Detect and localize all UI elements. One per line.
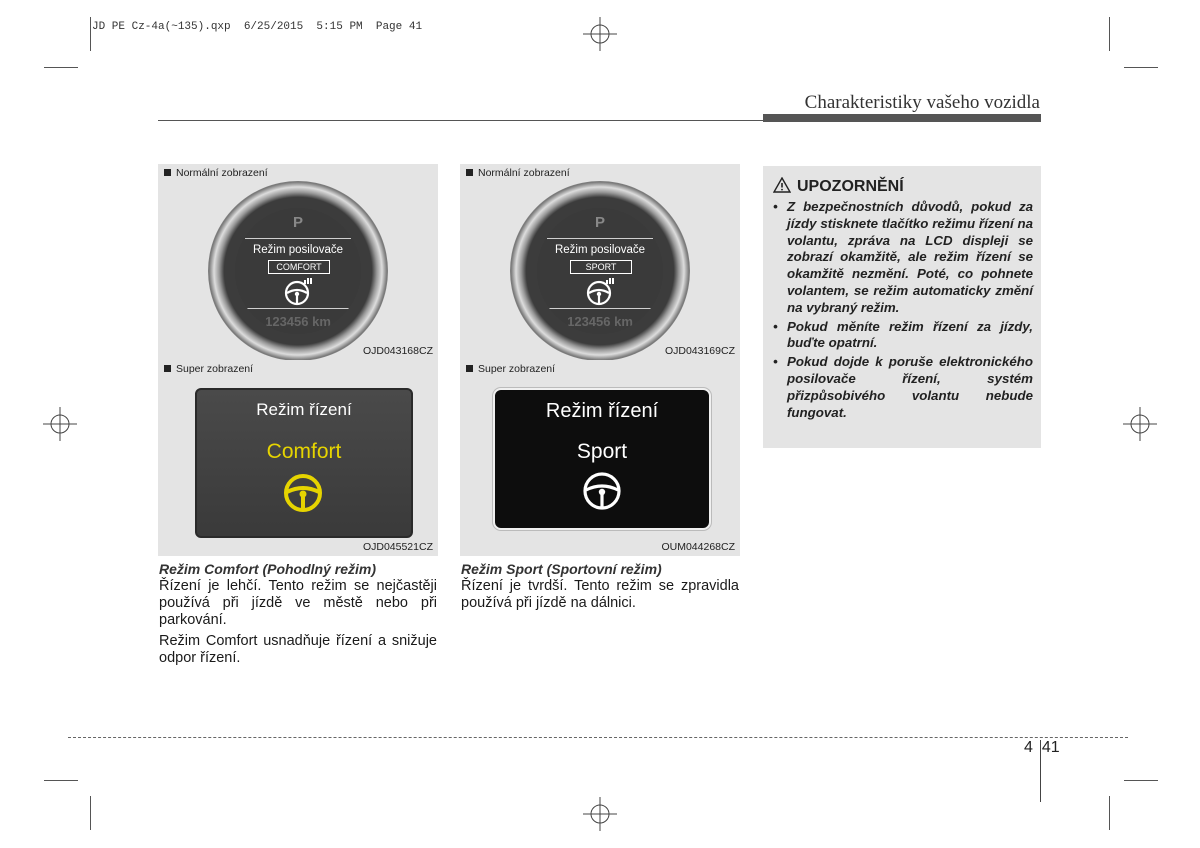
page-number: 4 41 [1024, 739, 1060, 756]
gauge-title: Režim posilovače [252, 244, 344, 256]
screen-mode: Sport [576, 440, 628, 463]
screen-title: Režim řízení [256, 400, 352, 419]
figure-super-comfort [158, 360, 438, 556]
figure-code: OUM044268CZ [661, 541, 735, 553]
figure-caption: Super zobrazení [466, 363, 555, 375]
figure-code: OJD045521CZ [362, 541, 433, 553]
print-header: JD PE Cz-4a(~135).qxp 6/25/2015 5:15 PM Page 41 [92, 21, 423, 33]
figure-caption: Super zobrazení [164, 363, 253, 375]
warning-box [763, 166, 1041, 448]
figure-caption: Normální zobrazení [466, 167, 570, 179]
figure-super-sport [460, 360, 740, 556]
crop-mark [90, 17, 91, 51]
warning-triangle-icon [773, 177, 791, 193]
steering-wheel-icon [283, 278, 313, 306]
comfort-body [159, 578, 437, 671]
gauge-divider [245, 308, 351, 309]
crop-mark [1124, 67, 1158, 68]
bullet-square-icon [164, 169, 171, 176]
gauge-divider [547, 238, 653, 239]
bullet-square-icon [466, 365, 473, 372]
instrument-gauge [208, 181, 388, 361]
title-rule [158, 120, 763, 121]
crop-mark [1124, 780, 1158, 781]
gauge-gear-indicator: P [594, 214, 605, 231]
warning-item: • Z bezpečnostních důvodů, pokud za jízdy stisknete tlačítko režimu řízení na volantu, zpráva na LCD displeji se zobrazí okamžitě, ale režim řízení se okamžitě nezmění. Poté, co pohnete volantem, se režim automaticky změní na vybraný režim. [773, 199, 1033, 315]
comfort-heading: Režim Comfort (Pohodlný režim) [159, 561, 377, 577]
crop-mark [44, 67, 78, 68]
screen-title: Režim řízení [545, 400, 659, 422]
gauge-divider [245, 238, 351, 239]
figure-normal-comfort [158, 164, 438, 360]
steering-wheel-icon [580, 470, 624, 512]
crop-mark [1109, 796, 1110, 830]
registration-mark-icon [583, 797, 617, 831]
crop-mark [44, 780, 78, 781]
comfort-paragraph: Režim Comfort usnadňuje řízení a snižuje odpor řízení. [159, 633, 437, 666]
figure-caption: Normální zobrazení [164, 167, 268, 179]
section-title: Charakteristiky vašeho vozidla [804, 92, 1040, 113]
bullet-square-icon [466, 169, 473, 176]
warning-item: • Pokud měníte režim řízení za jízdy, buďte opatrní. [773, 318, 1033, 351]
gauge-display [235, 208, 361, 334]
crop-mark [90, 796, 91, 830]
gauge-display [537, 208, 663, 334]
steering-wheel-icon [585, 278, 615, 306]
figure-code: OJD043168CZ [362, 345, 433, 357]
registration-mark-icon [583, 17, 617, 51]
page-number-divider [1040, 740, 1041, 802]
figure-code: OJD043169CZ [664, 345, 735, 357]
figure-normal-sport [460, 164, 740, 360]
footer-dashed-rule [68, 737, 1128, 738]
screen-mode: Comfort [266, 440, 342, 463]
comfort-paragraph: Řízení je lehčí. Tento režim se nejčastěji používá při jízdě ve městě nebo při parkování. [159, 578, 437, 628]
sport-body [461, 578, 739, 616]
title-bar [763, 114, 1041, 122]
gauge-mode-badge: SPORT [570, 260, 632, 274]
warning-item: • Pokud dojde k poruše elektronického posilovače řízení, systém přizpůsobivého volantu nebude fungovat. [773, 354, 1033, 420]
steering-wheel-icon [281, 472, 325, 514]
gauge-divider [547, 308, 653, 309]
gauge-mode-badge: COMFORT [268, 260, 330, 274]
registration-mark-icon [43, 407, 77, 441]
gauge-odometer: 123456 km [567, 314, 633, 329]
crop-mark [1109, 17, 1110, 51]
sport-paragraph: Řízení je tvrdší. Tento režim se zpravidla používá při jízdě na dálnici. [461, 578, 739, 611]
gauge-title: Režim posilovače [554, 244, 646, 256]
lcd-screen [195, 388, 413, 538]
warning-title: UPOZORNĚNÍ [773, 177, 904, 196]
instrument-gauge [510, 181, 690, 361]
registration-mark-icon [1123, 407, 1157, 441]
gauge-gear-indicator: P [292, 214, 303, 231]
lcd-screen [493, 388, 711, 530]
gauge-odometer: 123456 km [265, 314, 331, 329]
warning-list [773, 199, 1033, 423]
sport-heading: Režim Sport (Sportovní režim) [461, 561, 662, 577]
bullet-square-icon [164, 365, 171, 372]
